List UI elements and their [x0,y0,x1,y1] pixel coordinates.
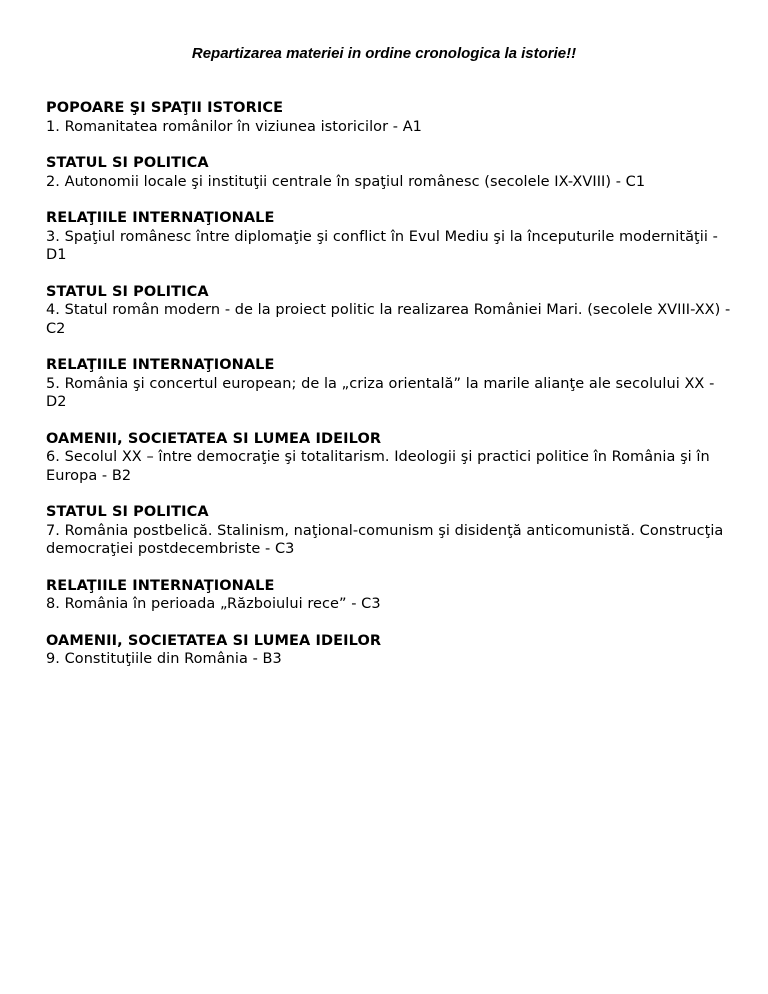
section-heading: RELAŢIILE INTERNAŢIONALE [46,577,275,594]
section-heading: STATUL SI POLITICA [46,155,209,171]
section-heading: STATUL SI POLITICA [46,283,209,300]
section-heading: RELAŢIILE INTERNAŢIONALE [46,210,275,226]
section-item: 6. Secolul XX – între democraţie şi totalitarism. Ideologii şi practici politice în România şi în Europa - B2 [46,449,710,484]
section-heading: RELAŢIILE INTERNAŢIONALE [46,357,275,373]
section-8 [46,577,736,614]
section-heading: STATUL SI POLITICA [46,504,209,520]
section-item: 9. Constituţiile din România - B3 [46,651,282,667]
section-item: 2. Autonomii locale şi instituţii centrale în spaţiul românesc (secolele IX-XVIII) - C1 [46,173,646,190]
section-item: 3. Spaţiul românesc între diplomaţie şi conflict în Evul Mediu şi la începuturile modernităţii - D1 [46,228,718,263]
document-title: Repartizarea materiei in ordine cronologica la istorie!! [191,45,577,62]
section-9 [46,632,736,669]
section-item: 1. Romanitatea românilor în viziunea istoricilor - A1 [46,118,422,135]
section-7 [46,503,736,559]
section-1 [46,99,736,136]
section-heading: POPOARE ŞI SPAŢII ISTORICE [46,100,284,116]
section-2 [46,154,736,191]
section-item: 8. România în perioada „Războiului rece” - C3 [46,596,381,612]
section-heading: OAMENII, SOCIETATEA SI LUMEA IDEILOR [46,632,382,649]
section-5 [46,356,736,412]
section-heading: OAMENII, SOCIETATEA SI LUMEA IDEILOR [46,430,382,447]
section-list [46,99,736,687]
section-item: 7. România postbelică. Stalinism, naţional-comunism şi disidenţă anticomunistă. Construcţia democraţiei postdecembriste - C3 [46,522,724,557]
section-item: 4. Statul român modern - de la proiect politic la realizarea României Mari. (secolele XVIII-XX) - C2 [46,302,731,337]
section-6 [46,430,736,486]
section-4 [46,283,736,339]
section-item: 5. România şi concertul european; de la „criza orientală” la marile alianţe ale secolului XX - D2 [46,375,715,410]
section-3 [46,209,736,265]
